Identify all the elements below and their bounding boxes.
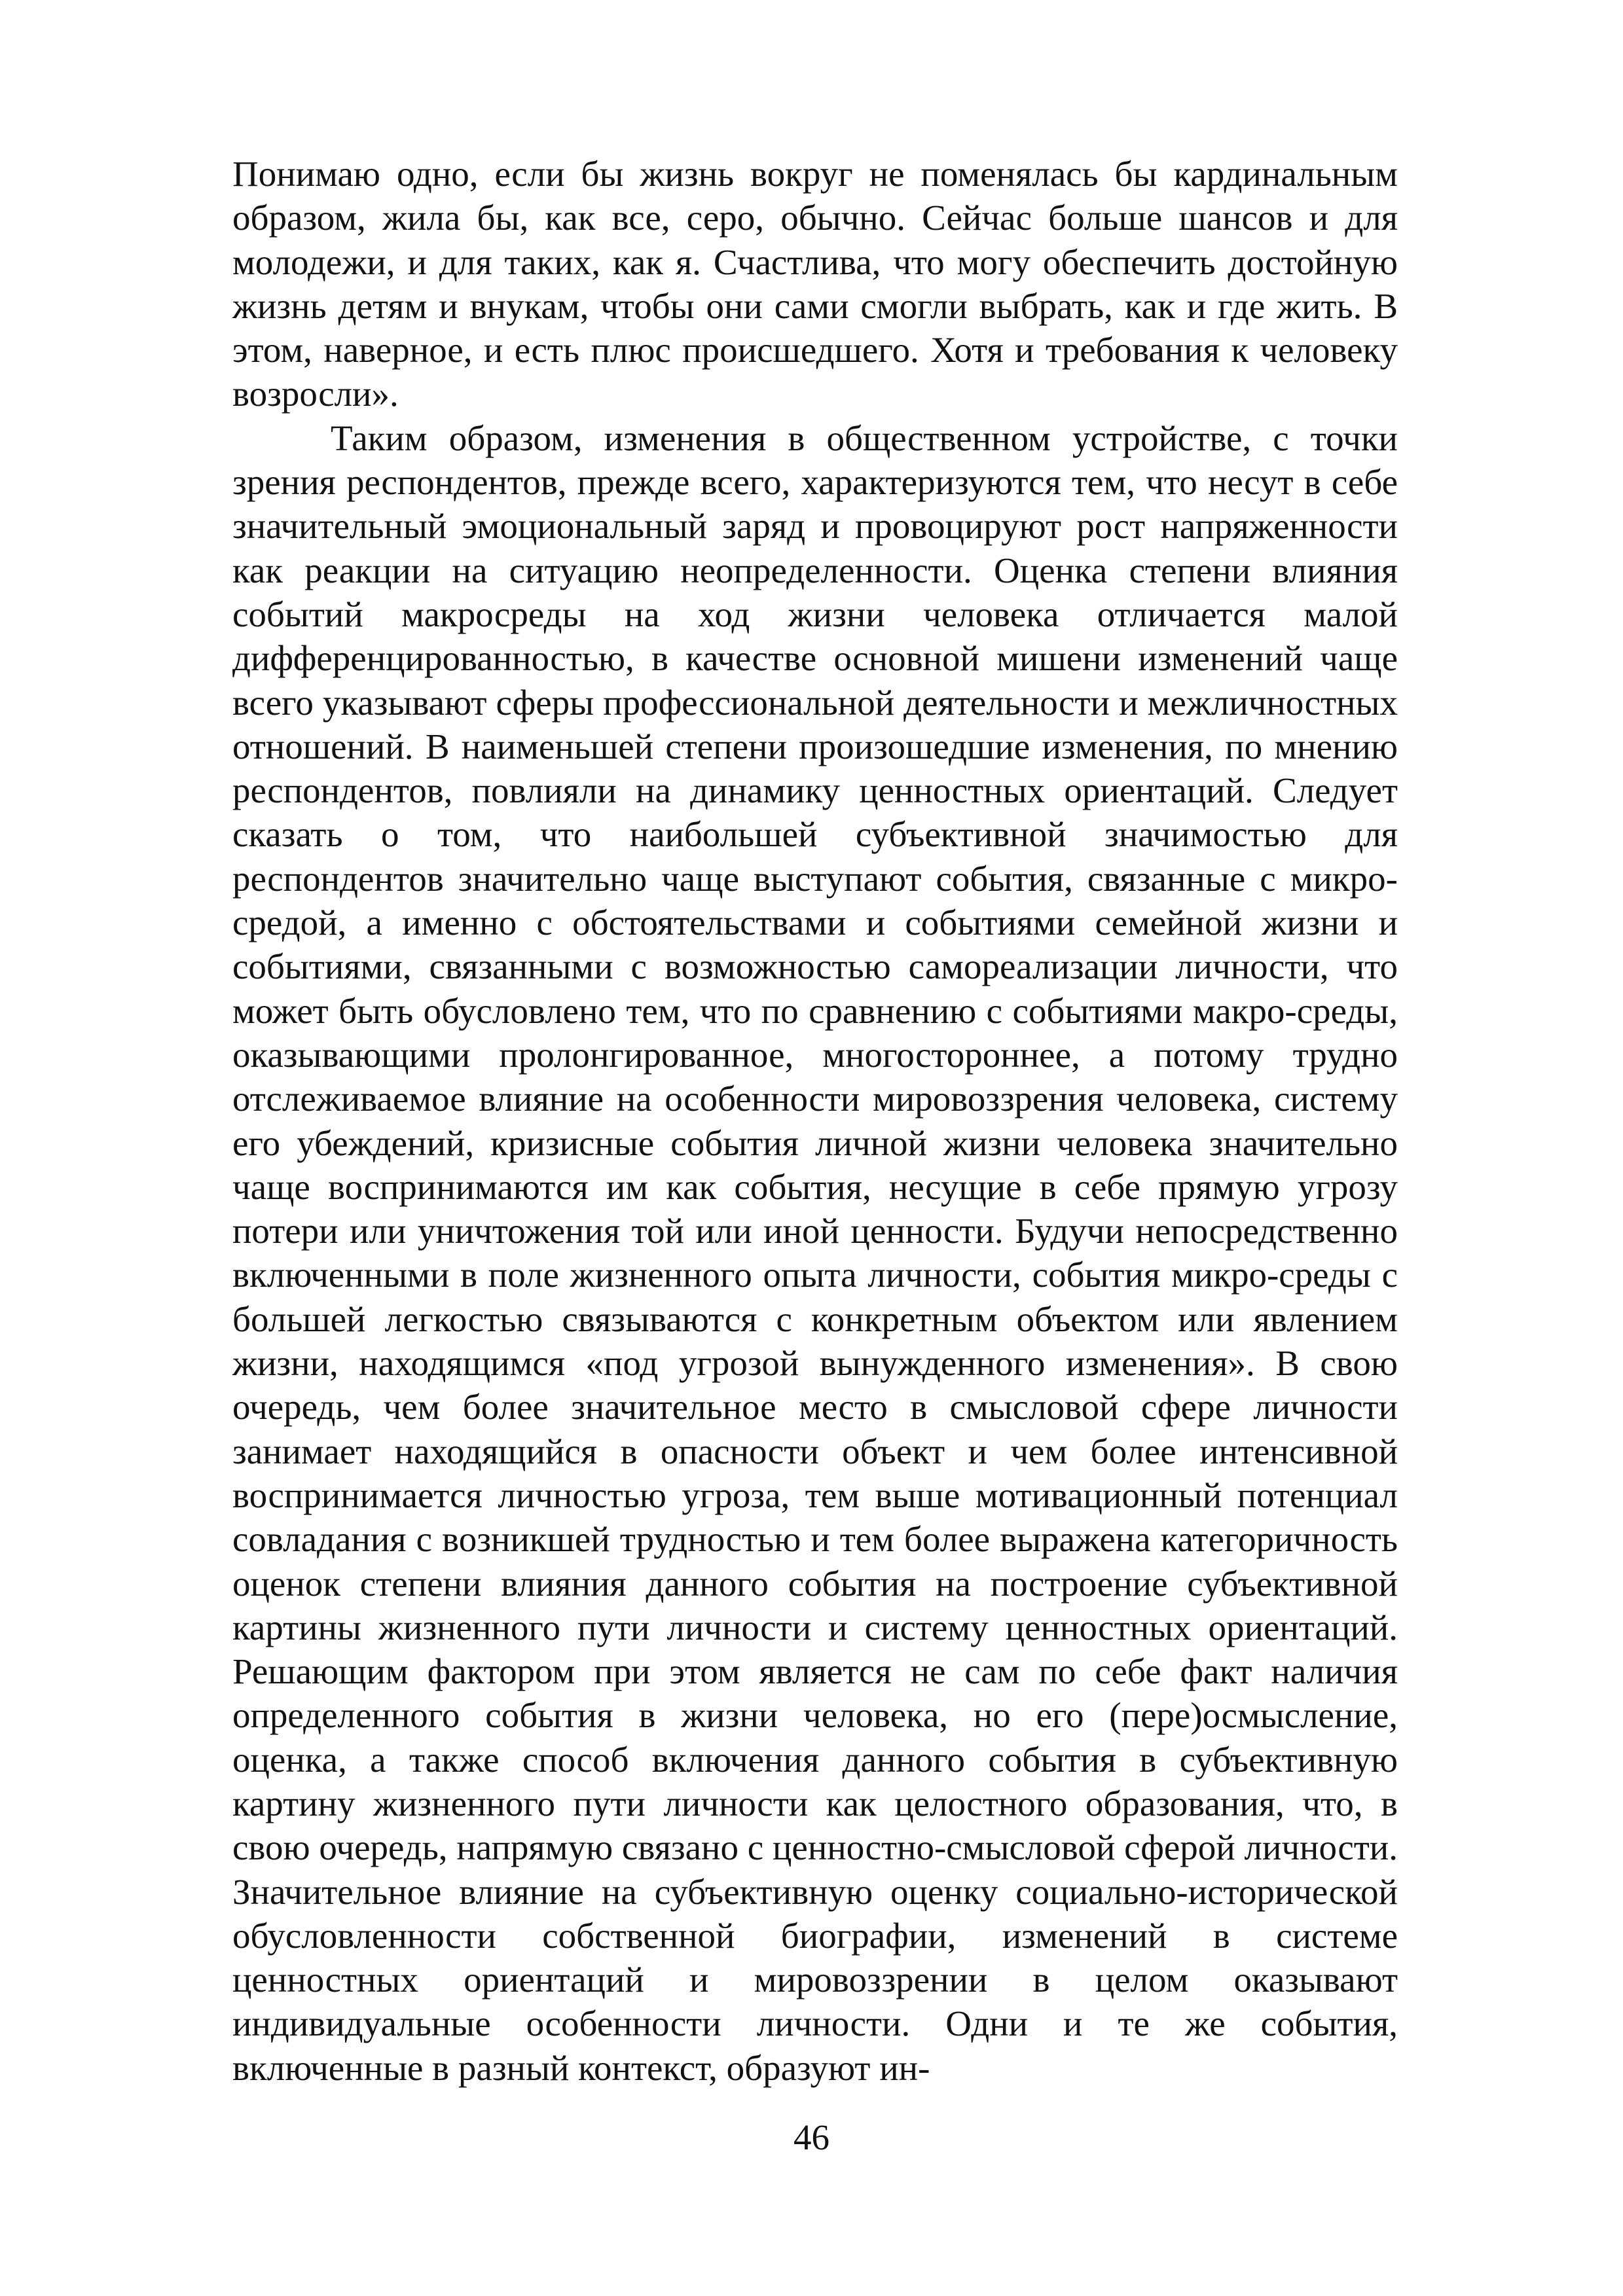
page-number: 46 bbox=[793, 2117, 830, 2157]
paragraph-main: Таким образом, изменения в общественном устройстве, с точки зрения респондентов, прежде всего, характеризуются тем, что несут в себе значительный эмоциональный заряд и провоцируют рост напряженности как реакции на ситуацию неопределенности. Оценка степени влияния событий макросреды на ход жизни человека отличается малой дифференцированностью, в качестве основной мишени изменений чаще всего указывают сферы профессиональной деятельности и межличностных отношений. В наименьшей степени произошедшие изменения, по мнению респондентов, повлияли на динамику ценностных ориентаций. Следует сказать о том, что наибольшей субъективной значимостью для респондентов значительно чаще выступают события, связанные с микро-средой, а именно с обстоятельствами и событиями семейной жизни и событиями, связанными с возможностью самореализации личности, что может быть обусловлено тем, что по сравнению с событиями макро-среды, оказывающими пролонгированное, многостороннее, а потому трудно отслеживаемое влияние на особенности мировоззрения человека, систему его убеждений, кризисные события личной жизни человека значительно чаще воспринимаются им как события, несущие в себе прямую угрозу потери или уничтожения той или иной ценности. Будучи непосредственно включенными в поле жизненного опыта личности, события микро-среды с большей легкостью связываются с конкретным объектом или явлением жизни, находящимся «под угрозой вынужденного изменения». В свою очередь, чем более значительное место в смысловой сфере личности занимает находящийся в опасности объект и чем более интенсивной воспринимается личностью угроза, тем выше мотивационный потенциал совладания с возникшей трудностью и тем более выражена категоричность оценок степени влияния данного события на построение субъективной картины жизненного пути личности и систему ценностных ориентаций. Решающим фактором при этом является не сам по себе факт наличия определенного события в жизни человека, но его (пере)осмысление, оценка, а также способ включения данного события в субъективную картину жизненного пути личности как целостного образования, что, в свою очередь, напрямую связано с ценностно-смысловой сферой личности. Значительное влияние на субъективную оценку социально-исторической обусловленности собственной биографии, изменений в системе ценностных ориентаций и мировоззрении в целом оказывают индивидуальные особенности личности. Одни и те же события, включенные в разный контекст, образуют ин- bbox=[232, 418, 1398, 2088]
paragraph-quote-ending: Понимаю одно, если бы жизнь вокруг не поменялась бы кардинальным образом, жила бы, как все, серо, обычно. Сейчас больше шансов и для молодежи, и для таких, как я. Счастлива, что могу обеспечить достойную жизнь детям и внукам, чтобы они сами смогли выбрать, как и где жить. В этом, наверное, и есть плюс происшедшего. Хотя и требования к человеку возросли». bbox=[232, 154, 1398, 414]
body-text bbox=[232, 152, 1398, 2090]
